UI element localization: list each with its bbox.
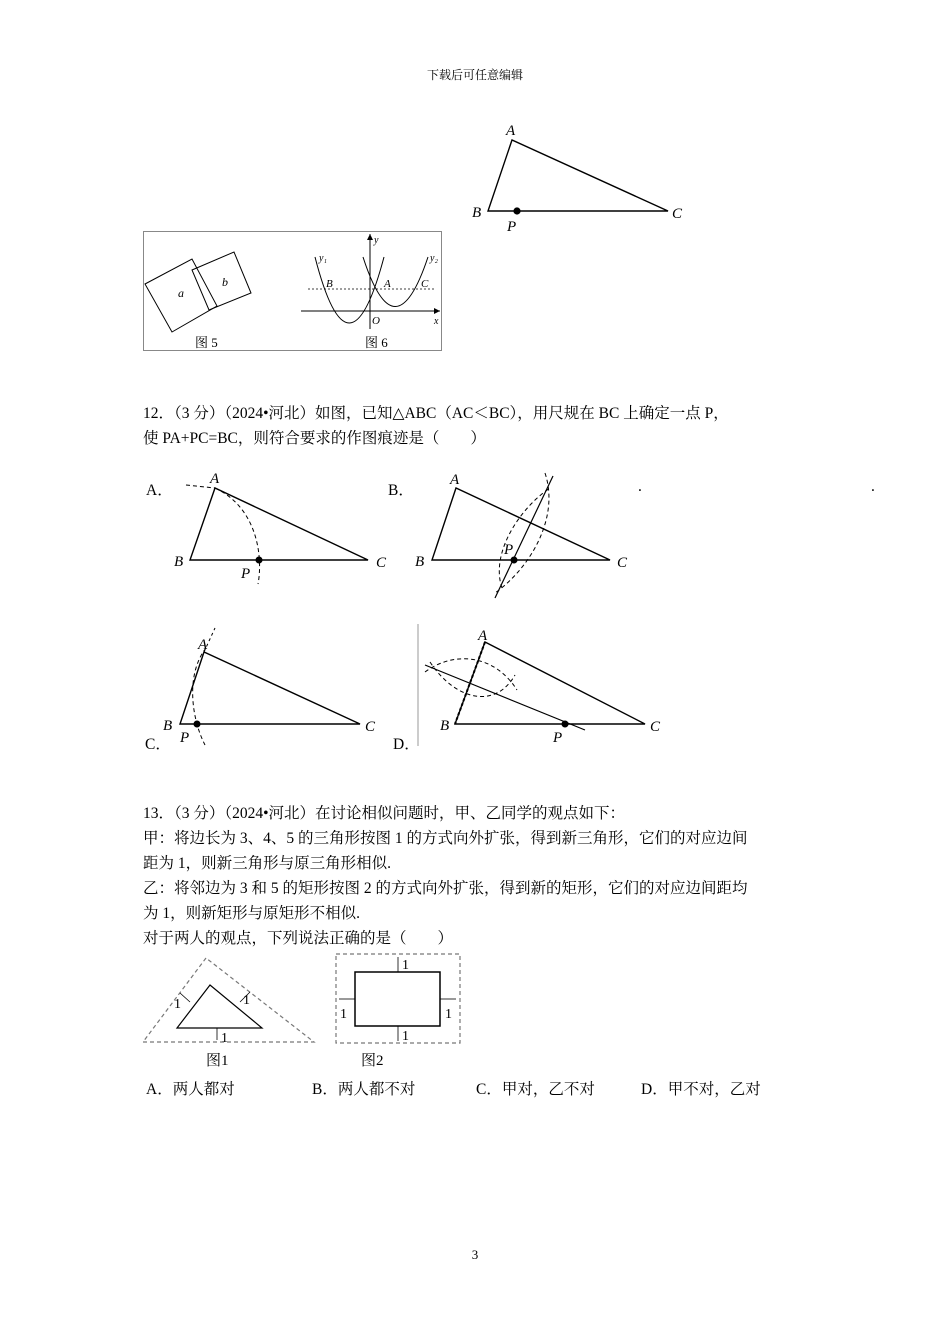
- parabola-y2: [363, 257, 428, 307]
- svg-text:1: 1: [221, 1031, 228, 1046]
- svg-text:B: B: [415, 554, 425, 570]
- fig5-label-a: a: [178, 286, 184, 300]
- q13-line5: 为 1，则新矩形与原矩形不相似.: [143, 905, 361, 922]
- q12-option-c-figure: [160, 620, 390, 750]
- page-number: 3: [471, 1247, 479, 1262]
- svg-text:B: B: [326, 278, 333, 290]
- q13-line6: 对于两人的观点，下列说法正确的是（ ）: [143, 930, 454, 947]
- top-triangle-figure: [460, 118, 700, 238]
- q12-dot-2: .: [871, 478, 875, 495]
- svg-text:1: 1: [402, 1029, 409, 1044]
- svg-text:A: A: [478, 628, 488, 644]
- fig5-caption: 图 5: [195, 335, 218, 350]
- svg-text:1: 1: [402, 958, 409, 973]
- q12-option-a-figure: [168, 468, 398, 588]
- svg-text:O: O: [372, 315, 380, 327]
- fig5-fig6-box: [143, 231, 443, 352]
- svg-text:P: P: [241, 566, 251, 582]
- fig1-caption: 图1: [206, 1053, 229, 1069]
- svg-text:C: C: [421, 278, 429, 290]
- q12-option-b-label[interactable]: B．: [388, 482, 414, 499]
- svg-text:x: x: [434, 316, 439, 327]
- svg-text:P: P: [180, 730, 190, 746]
- q13-option-c[interactable]: C．甲对，乙不对: [476, 1081, 595, 1098]
- svg-text:C: C: [365, 719, 376, 735]
- svg-text:B: B: [174, 554, 184, 570]
- svg-text:C: C: [617, 555, 628, 571]
- q13-line4: 乙：将邻边为 3 和 5 的矩形按图 2 的方式向外扩张，得到新的矩形，它们的对应边间距均: [143, 880, 748, 897]
- q13-line1: 13．（3 分）（2024•河北）在讨论相似问题时，甲、乙同学的观点如下：: [143, 805, 626, 822]
- svg-text:A: A: [384, 278, 391, 290]
- q12-option-a-label[interactable]: A．: [146, 482, 173, 499]
- label-b: B: [472, 205, 482, 221]
- svg-text:P: P: [553, 730, 563, 746]
- q13-option-b[interactable]: B．两人都不对: [312, 1081, 416, 1098]
- svg-text:B: B: [440, 718, 450, 734]
- svg-text:1: 1: [243, 993, 250, 1008]
- q12-line1: 12．（3 分）（2024•河北）如图，已知△ABC（AC＜BC），用尺规在 BC 上确定一点 P，: [143, 405, 729, 422]
- svg-text:A: A: [450, 472, 460, 488]
- q12-option-d-label[interactable]: D．: [393, 736, 420, 753]
- svg-text:y₁: y₁: [319, 253, 327, 264]
- point-p: [513, 207, 520, 214]
- svg-text:A: A: [198, 637, 208, 653]
- q12-option-d-figure: [415, 620, 675, 750]
- triangle-abc: [488, 140, 668, 211]
- svg-text:A: A: [210, 471, 220, 487]
- svg-text:C: C: [376, 555, 387, 571]
- label-p: P: [507, 219, 517, 235]
- svg-text:1: 1: [340, 1007, 347, 1022]
- q13-option-d[interactable]: D．甲不对，乙对: [641, 1081, 761, 1098]
- svg-text:1: 1: [445, 1007, 452, 1022]
- q12-dot-1: .: [638, 478, 642, 495]
- q13-option-a[interactable]: A．两人都对: [146, 1081, 235, 1098]
- q13-fig2: [333, 950, 465, 1070]
- fig5-label-b: b: [222, 275, 228, 289]
- svg-text:y₂: y₂: [430, 253, 438, 264]
- fig2-caption: 图2: [361, 1053, 384, 1069]
- svg-text:1: 1: [174, 997, 181, 1012]
- q13-fig1: [140, 950, 320, 1070]
- q12-option-b-figure: [410, 468, 640, 603]
- fig6-caption: 图 6: [365, 335, 388, 350]
- parabola-y1: [315, 257, 384, 323]
- q12-line2: 使 PA+PC=BC，则符合要求的作图痕迹是（ ）: [143, 430, 486, 447]
- svg-text:C: C: [650, 719, 661, 735]
- page-header: 下载后可任意编辑: [426, 68, 523, 82]
- label-a: A: [506, 123, 516, 139]
- q12-option-c-label[interactable]: C．: [145, 736, 171, 753]
- label-c: C: [672, 206, 683, 222]
- svg-text:P: P: [504, 542, 514, 558]
- svg-text:B: B: [163, 718, 173, 734]
- svg-text:y: y: [374, 235, 379, 246]
- q13-line3: 距为 1，则新三角形与原三角形相似.: [143, 855, 392, 872]
- q13-line2: 甲：将边长为 3、4、5 的三角形按图 1 的方式向外扩张，得到新三角形，它们的对应边间: [143, 830, 748, 847]
